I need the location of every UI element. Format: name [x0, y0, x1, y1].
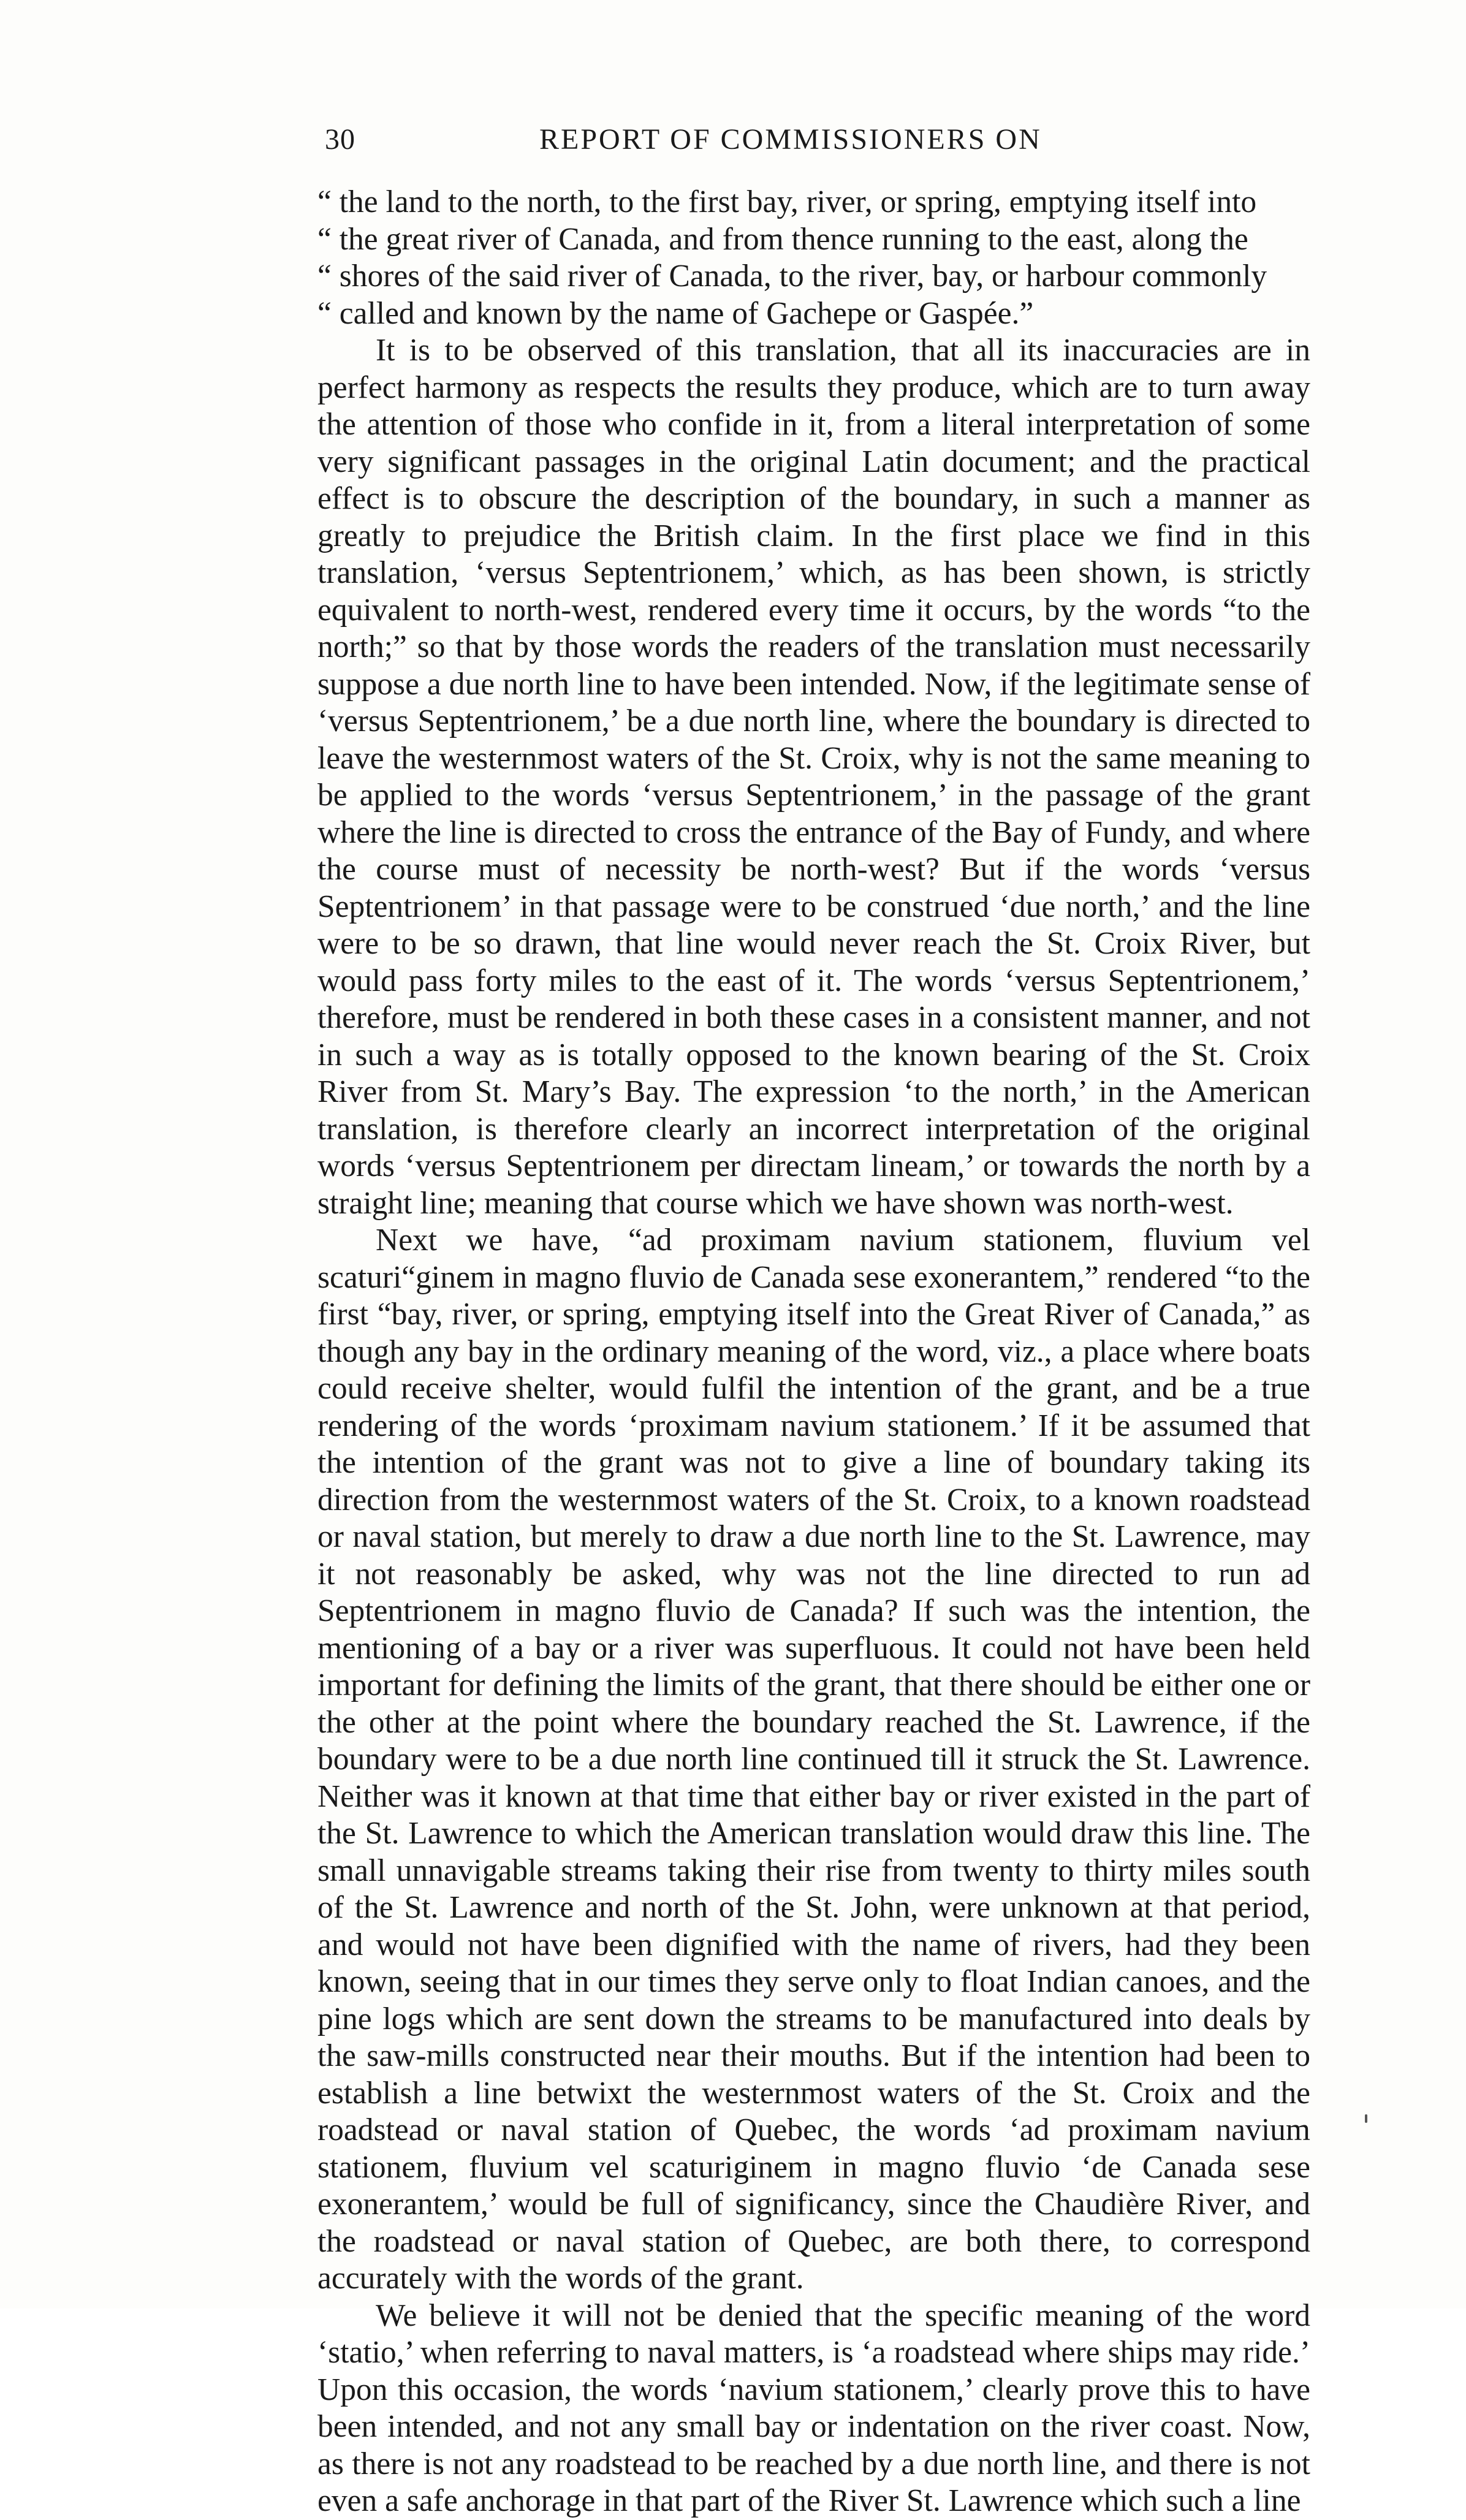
- page-number: 30: [325, 123, 355, 156]
- quote-block: [317, 184, 1310, 332]
- page-header: [325, 123, 1305, 165]
- quote-line: “ shores of the said river of Canada, to the river, bay, or harbour commonly: [317, 259, 1267, 294]
- body-text: [317, 184, 1310, 2520]
- quote-line: “ the great river of Canada, and from thence running to the east, along the: [317, 221, 1248, 257]
- quote-line: “ called and known by the name of Gachepe or Gaspée.”: [317, 295, 1034, 331]
- paragraph: It is to be observed of this translation, that all its inaccuracies are in perfect harmony as respects the results they produce, which are to turn away the attention of those who confide in it, from a literal interpretation of some very significant passages in the original Latin document; and the practical effect is to obscure the description of the boundary, in such a manner as greatly to prejudice the British claim. In the first place we find in this translation, ‘versus Septentrionem,’ which, as has been shown, is strictly equivalent to north-west, rendered every time it occurs, by the words “to the north;” so that by those words the readers of the translation must necessarily suppose a due north line to have been intended. Now, if the legitimate sense of ‘versus Septentrionem,’ be a due north line, where the boundary is directed to leave the westernmost waters of the St. Croix, why is not the same meaning to be applied to the words ‘versus Septentrionem,’ in the passage of the grant where the line is directed to cross the entrance of the Bay of Fundy, and where the course must of necessity be north-west? But if the words ‘versus Septentrionem’ in that passage were to be construed ‘due north,’ and the line were to be so drawn, that line would never reach the St. Croix River, but would pass forty miles to the east of it. The words ‘versus Septentrionem,’ therefore, must be rendered in both these cases in a consistent manner, and not in such a way as is totally opposed to the known bearing of the St. Croix River from St. Mary’s Bay. The expression ‘to the north,’ in the American translation, is therefore clearly an incorrect interpretation of the original words ‘versus Septentrionem per directam lineam,’ or towards the north by a straight line; meaning that course which we have shown was north-west.: [317, 333, 1310, 1221]
- quote-line: “ the land to the north, to the first bay, river, or spring, emptying itself into: [317, 184, 1257, 219]
- paragraph: Next we have, “ad proximam navium stationem, fluvium vel scaturi“ginem in magno fluvio de Canada sese exonerantem,” rendered “to the first “bay, river, or spring, emptying itself into the Great River of Canada,” as though any bay in the ordinary meaning of the word, viz., a place where boats could receive shelter, would fulfil the intention of the grant, and be a true rendering of the words ‘proximam navium stationem.’ If it be assumed that the intention of the grant was not to give a line of boundary taking its direction from the westernmost waters of the St. Croix, to a known roadstead or naval station, but merely to draw a due north line to the St. Lawrence, may it not reasonably be asked, why was not the line directed to run ad Septentrionem in magno fluvio de Canada? If such was the intention, the mentioning of a bay or a river was superfluous. It could not have been held important for defining the limits of the grant, that there should be either one or the other at the point where the boundary reached the St. Lawrence, if the boundary were to be a due north line continued till it struck the St. Lawrence. Neither was it known at that time that either bay or river existed in the part of the St. Lawrence to which the American translation would draw this line. The small unnavigable streams taking their rise from twenty to thirty miles south of the St. Lawrence and north of the St. John, were unknown at that period, and would not have been dignified with the name of rivers, had they been known, seeing that in our times they serve only to float Indian canoes, and the pine logs which are sent down the streams to be manufactured into deals by the saw-mills constructed near their mouths. But if the intention had been to establish a line betwixt the westernmost waters of the St. Croix and the roadstead or naval station of Quebec, the words ‘ad proximam navium stationem, fluvium vel scaturiginem in magno fluvio ‘de Canada sese exonerantem,’ would be full of significancy, since the Chaudière River, and the roadstead or naval station of Quebec, are both there, to correspond accurately with the words of the grant.: [317, 1223, 1310, 2296]
- running-head: REPORT OF COMMISSIONERS ON: [539, 123, 1042, 156]
- paragraph: We believe it will not be denied that the specific meaning of the word ‘statio,’ when referring to naval matters, is ‘a roadstead where ships may ride.’ Upon this occasion, the words ‘navium stationem,’ clearly prove this to have been intended, and not any small bay or indentation on the river coast. Now, as there is not any roadstead to be reached by a due north line, and there is not even a safe anchorage in that part of the River St. Lawrence which such a line: [317, 2298, 1310, 2518]
- page-speck: [1365, 2114, 1367, 2123]
